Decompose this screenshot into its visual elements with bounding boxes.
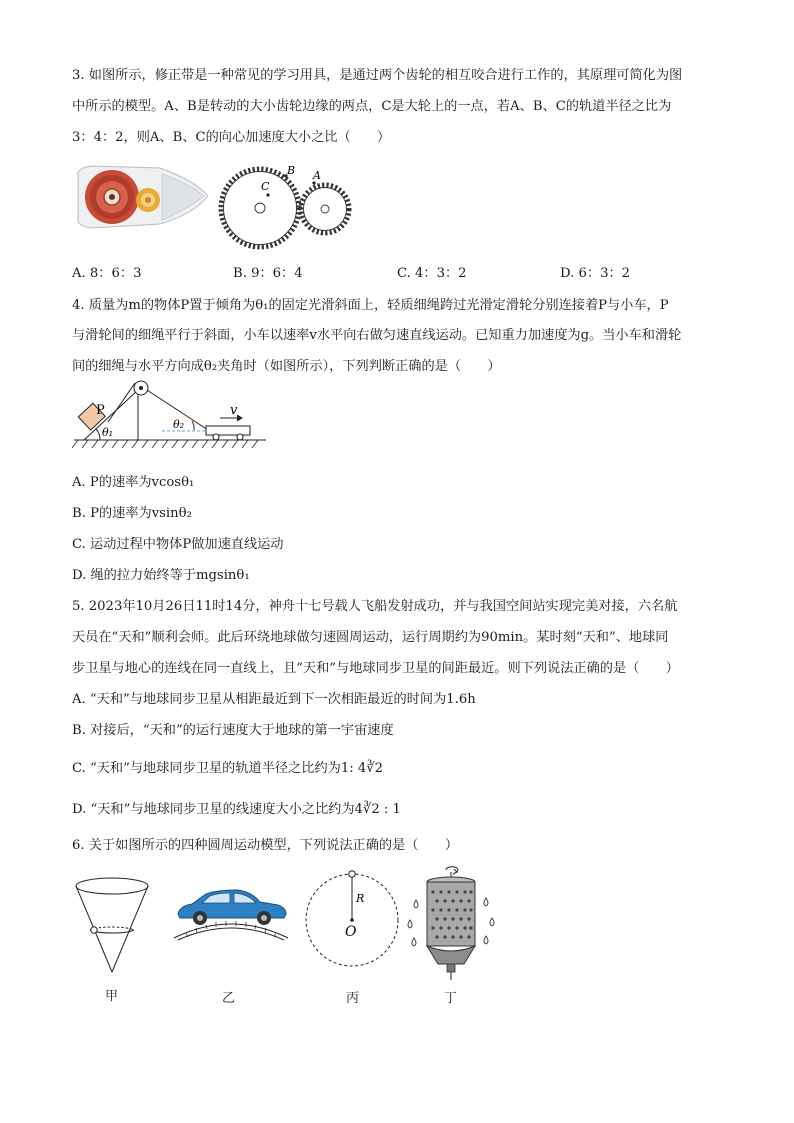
label-theta1: θ₁ [102,426,114,439]
q3-option-a: A. 8：6：3 [72,266,142,281]
label-p: P [96,403,105,418]
q3-stem-line1: 3. 如图所示，修正带是一种常见的学习用具，是通过两个齿轮的相互咬合进行工作的，其原理可简化为图 [72,68,683,83]
q5-option-b: B. 对接后，“天和”的运行速度大于地球的第一宇宙速度 [72,723,394,738]
label-theta2: θ₂ [173,418,185,431]
caption-ding: 丁 [444,991,458,1006]
q4-option-a: A. P的速率为vcosθ₁ [72,475,195,490]
gears-diagram [215,162,360,254]
q3-option-c: C. 4：3：2 [397,266,467,281]
q5-stem-line3: 步卫星与地心的连线在同一直线上，且“天和”与地球同步卫星的间距最近。则下列说法正确的是（ ） [72,661,679,676]
spin-drum-figure [402,864,500,984]
car-on-bridge-figure [172,882,290,942]
q4-option-c: C. 运动过程中物体P做加速直线运动 [72,537,284,552]
q5-stem-line2: 天员在“天和”顺利会师。此后环绕地球做匀速圆周运动，运行周期约为90min。某时刻“天和”、地球同 [72,630,669,645]
label-o: O [345,924,357,940]
q4-option-d: D. 绳的拉力始终等于mgsinθ₁ [72,568,250,583]
q3-stem-line3: 3：4：2，则A、B、C的向心加速度大小之比（ ） [72,130,391,145]
caption-bing: 丙 [346,991,360,1006]
caption-jia: 甲 [105,989,119,1004]
q3-option-d: D. 6：3：2 [560,266,631,281]
cone-figure [72,872,152,976]
q5-stem-line1: 5. 2023年10月26日11时14分，神舟十七号载人飞船发射成功，并与我国空间站实现完美对接，六名航 [72,599,678,614]
correction-tape-photo [72,162,212,232]
q4-stem-line1: 4. 质量为m的物体P置于倾角为θ₁的固定光滑斜面上，轻质细绳跨过光滑定滑轮分别连接着P与小车，P [72,298,669,313]
q4-stem-line2: 与滑轮间的细绳平行于斜面，小车以速率v水平向右做匀速直线运动。已知重力加速度为g。当小车和滑轮 [72,328,682,343]
q5-option-a: A. “天和”与地球同步卫星从相距最近到下一次相距最近的时间为1.6h [72,692,476,707]
q5-option-d: D. “天和”与地球同步卫星的线速度大小之比约为4∛2 : 1 [72,802,401,817]
label-a: A [313,169,321,182]
label-r: R [356,892,365,905]
label-b: B [287,164,296,177]
caption-yi: 乙 [222,991,236,1006]
vertical-circle-figure [302,866,402,970]
incline-pulley-diagram [70,378,270,460]
label-v: v [230,403,238,418]
q3-option-b: B. 9：6：4 [233,266,303,281]
q4-stem-line3: 间的细绳与水平方向成θ₂夹角时（如图所示），下列判断正确的是（ ） [72,359,501,374]
q5-option-c: C. “天和”与地球同步卫星的轨道半径之比约为1: 4∛2 [72,761,384,776]
q4-option-b: B. P的速率为vsinθ₂ [72,506,192,521]
q3-stem-line2: 中所示的模型。A、B是转动的大小齿轮边缘的两点，C是大轮上的一点，若A、B、C的轨道半径之比为 [72,99,672,114]
q6-stem-line1: 6. 关于如图所示的四种圆周运动模型，下列说法正确的是（ ） [72,838,459,853]
label-c: C [261,180,270,193]
